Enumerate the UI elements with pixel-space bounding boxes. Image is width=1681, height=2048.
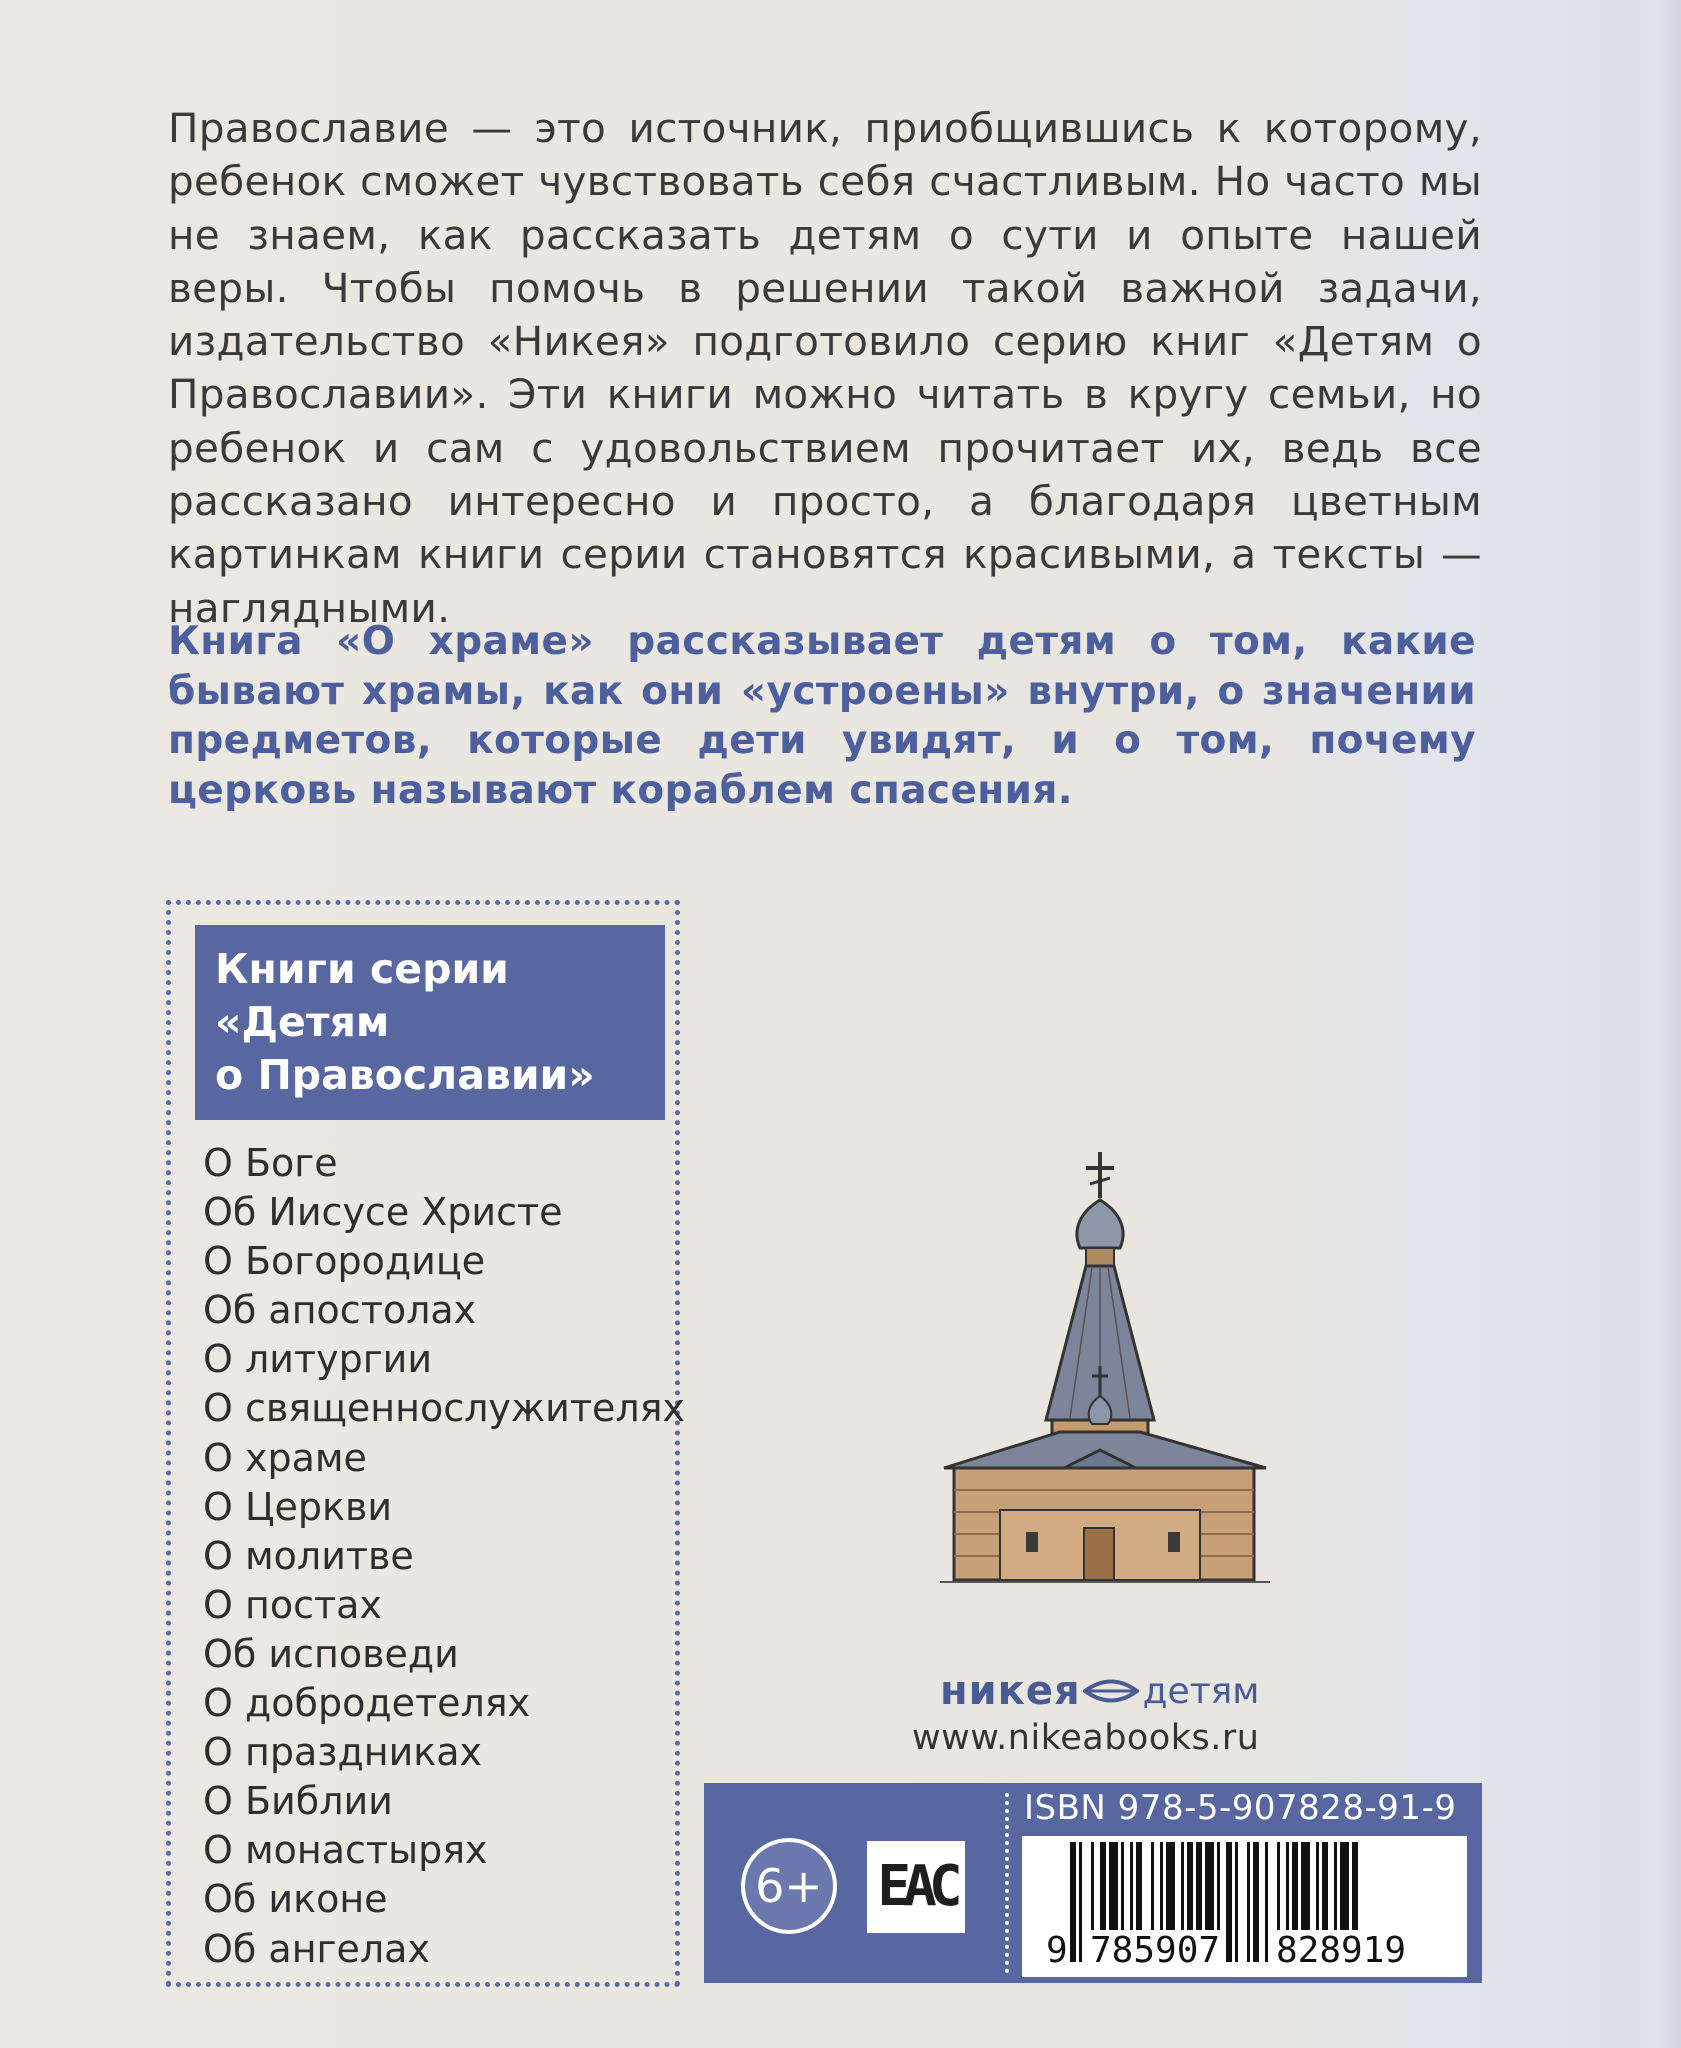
book-title: Об апостолах [203, 1288, 477, 1333]
series-book-list [203, 1139, 685, 1974]
book-title: О праздниках [203, 1730, 482, 1775]
barcode-digit-group: 9 [1046, 1930, 1068, 1971]
book-title: Об исповеди [203, 1631, 459, 1676]
book-title: О Богородице [203, 1239, 486, 1284]
series-title-line: Книги серии [215, 945, 509, 993]
publisher-logo [940, 1666, 1280, 1716]
logo-main-text: никея [940, 1668, 1081, 1714]
book-title: Об иконе [203, 1877, 388, 1922]
logo-swoosh-icon [1083, 1676, 1139, 1706]
book-title: О добродетелях [203, 1681, 531, 1726]
intro-paragraph: Православие — это источник, приобщившись к которому, ребенок сможет чувствовать себя счастливым. Но часто мы не знаем, как рассказать детям о сути и опыте нашей веры. Чтобы помочь в решении такой важной задачи, издательство «Никея» подготовило серию книг «Детям о Православии». Эти книги можно читать в кругу семьи, но ребенок и сам с удовольствием прочитает их, ведь все рассказано интересно и просто, а благодаря цветным картинкам книги серии становятся красивыми, а тексты — наглядными. [168, 104, 1482, 632]
page-edge-shadow [1621, 0, 1681, 2048]
series-title-line: «Детям [215, 998, 390, 1046]
book-title: О храме [203, 1435, 367, 1480]
series-box [166, 900, 685, 1987]
logo-sub-text: детям [1142, 1670, 1260, 1712]
book-title: О литургии [203, 1337, 433, 1382]
book-title: О Боге [203, 1141, 338, 1185]
book-title: Об Иисусе Христе [203, 1190, 563, 1235]
book-title: О Церкви [203, 1484, 393, 1529]
barcode-digit-group: 828919 [1276, 1930, 1407, 1971]
age-rating-badge: 6+ [741, 1838, 837, 1934]
series-title [195, 925, 665, 1120]
book-title: О священнослужителях [203, 1386, 685, 1431]
book-title: О молитве [203, 1533, 414, 1578]
barcode [1022, 1836, 1467, 1977]
barcode-digit-group: 785907 [1090, 1930, 1221, 1971]
series-title-line: о Православии» [215, 1051, 595, 1099]
book-title: О Библии [203, 1779, 393, 1824]
isbn-label: ISBN 978-5-907828-91-9 [1024, 1788, 1457, 1828]
book-title: О монастырях [203, 1828, 488, 1873]
eac-certification-mark: EAC [867, 1841, 965, 1933]
info-band [704, 1783, 1482, 1983]
book-title: О постах [203, 1582, 382, 1627]
publisher-website: www.nikeabooks.ru [912, 1718, 1260, 1758]
dotted-divider [1005, 1793, 1009, 1973]
barcode-digits [1022, 1924, 1467, 1977]
wooden-church-illustration [940, 1150, 1270, 1590]
book-summary: Книга «О храме» рассказывает детям о том, какие бывают храмы, как они «устроены» внутри, о значении предметов, которые дети увидят, и о том, почему церковь называют кораблем спасения. [168, 619, 1476, 813]
book-title: Об ангелах [203, 1926, 430, 1971]
